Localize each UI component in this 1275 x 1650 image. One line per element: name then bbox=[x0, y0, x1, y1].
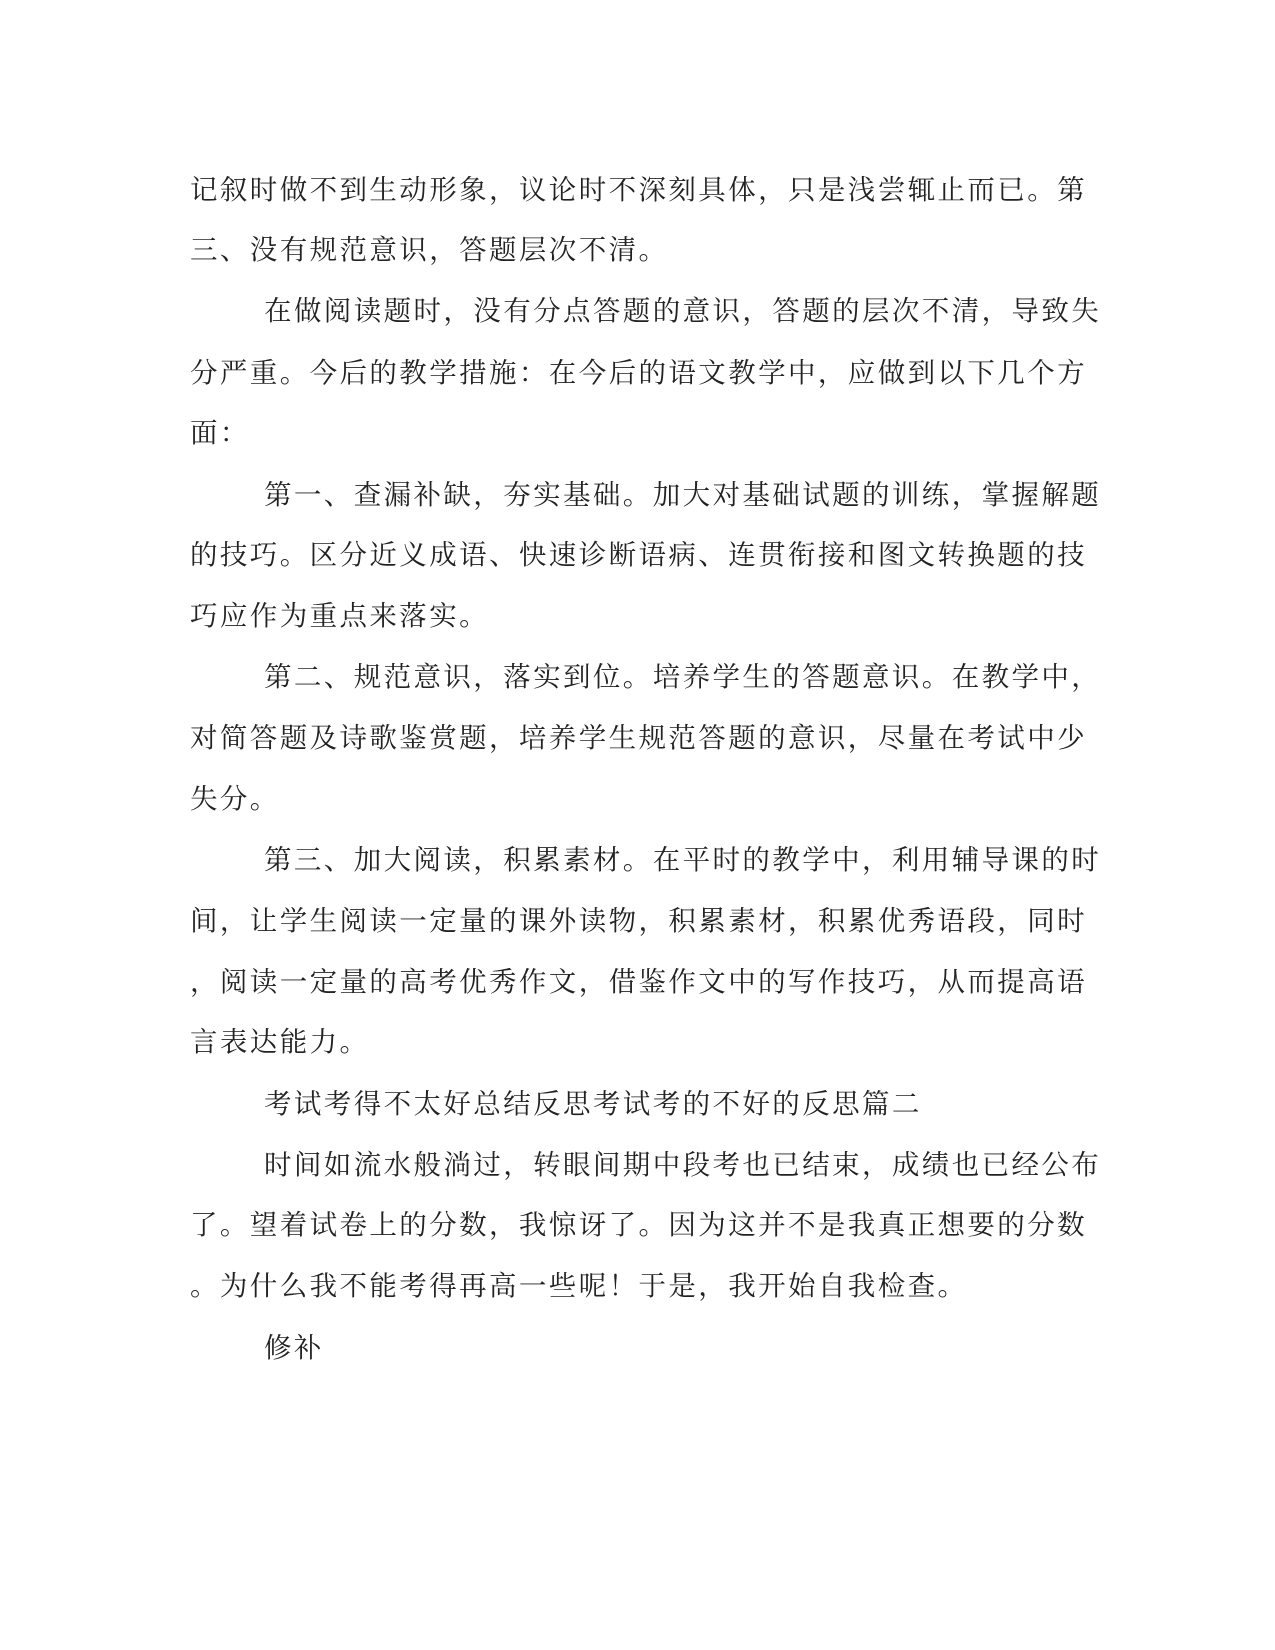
text-line: 的技巧。区分近义成语、快速诊断语病、连贯衔接和图文转换题的技 bbox=[190, 539, 1087, 571]
paragraph-start-line: 第一、查漏补缺，夯实基础。加大对基础试题的训练，掌握解题 bbox=[264, 479, 1102, 511]
paragraph-start-line: 在做阅读题时，没有分点答题的意识，答题的层次不清，导致失 bbox=[264, 295, 1102, 327]
text-line: 对简答题及诗歌鉴赏题，培养学生规范答题的意识，尽量在考试中少 bbox=[190, 722, 1087, 754]
text-line: ，阅读一定量的高考优秀作文，借鉴作文中的写作技巧，从而提高语 bbox=[190, 966, 1087, 998]
text-line: 。为什么我不能考得再高一些呢！于是，我开始自我检查。 bbox=[190, 1270, 968, 1302]
paragraph-start-line: 修补 bbox=[264, 1332, 324, 1364]
text-line: 了。望着试卷上的分数，我惊讶了。因为这并不是我真正想要的分数 bbox=[190, 1209, 1087, 1241]
text-line: 三、没有规范意识，答题层次不清。 bbox=[190, 234, 669, 266]
text-line: 记叙时做不到生动形象，议论时不深刻具体，只是浅尝辄止而已。第 bbox=[190, 174, 1087, 206]
text-line: 言表达能力。 bbox=[190, 1026, 370, 1058]
paragraph-start-line: 第二、规范意识，落实到位。培养学生的答题意识。在教学中， bbox=[264, 661, 1102, 693]
paragraph-start-line: 时间如流水般淌过，转眼间期中段考也已结束，成绩也已经公布 bbox=[264, 1149, 1102, 1181]
text-line: 面： bbox=[190, 417, 250, 449]
text-line: 间，让学生阅读一定量的课外读物，积累素材，积累优秀语段，同时 bbox=[190, 905, 1087, 937]
text-line: 巧应作为重点来落实。 bbox=[190, 600, 489, 632]
section-heading: 考试考得不太好总结反思考试考的不好的反思篇二 bbox=[264, 1088, 922, 1120]
text-line: 分严重。今后的教学措施：在今后的语文教学中，应做到以下几个方 bbox=[190, 357, 1087, 389]
text-line: 失分。 bbox=[190, 783, 280, 815]
paragraph-start-line: 第三、加大阅读，积累素材。在平时的教学中，利用辅导课的时 bbox=[264, 844, 1102, 876]
